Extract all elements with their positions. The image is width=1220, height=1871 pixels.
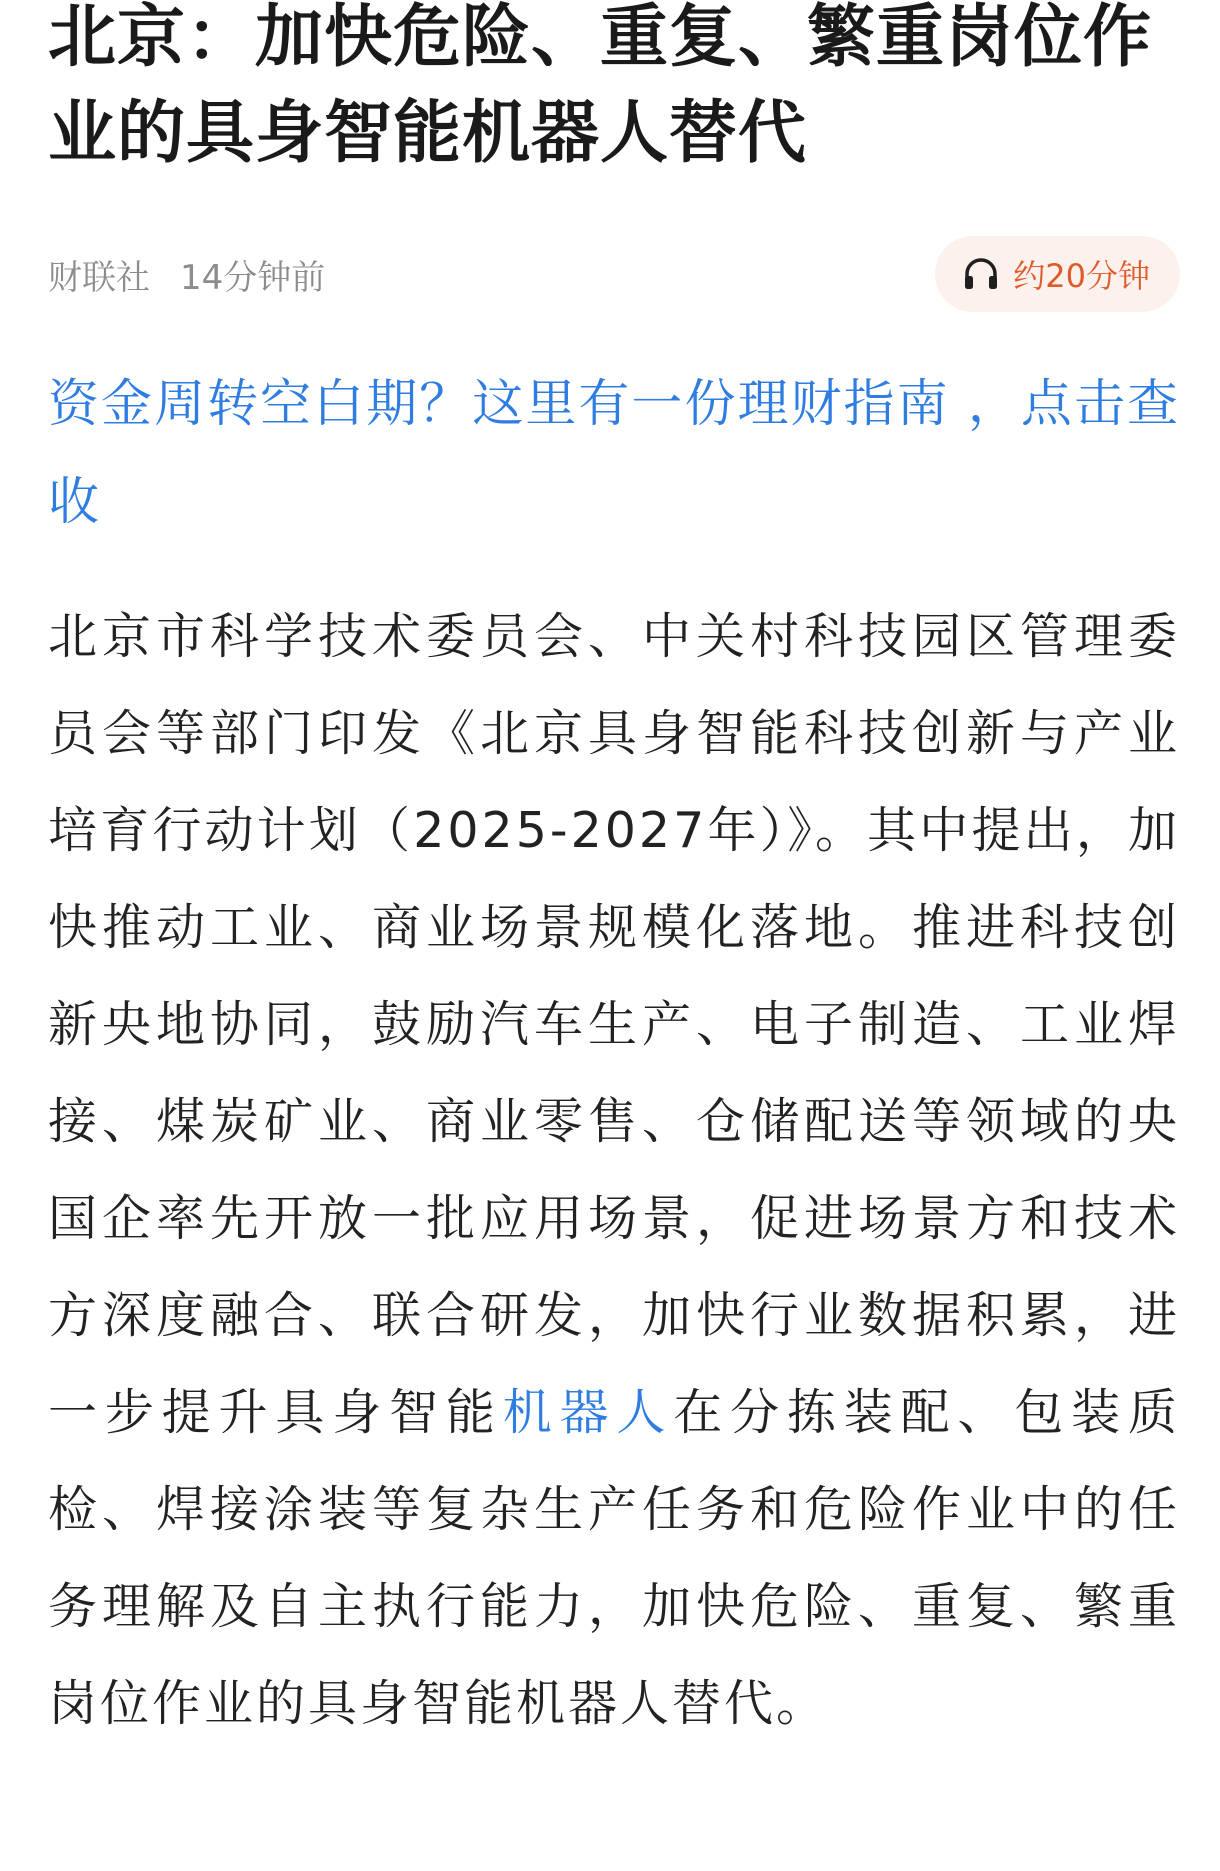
listen-duration: 约20分钟: [1013, 257, 1150, 295]
headphones-icon: [961, 254, 1001, 294]
article-title: 北京：加快危险、重复、繁重岗位作业的具身智能机器人替代: [48, 0, 1153, 173]
publish-time: 14分钟前: [180, 257, 326, 298]
article: [48, 0, 1180, 1752]
body-text-part: 北京市科学技术委员会、中关村科技园区管理委员会等部门印发《北京具身智能科技创新与产业培育行动计划（2025-2027年）》。其中提出，加快推动工业、商业场景规模化落地。推进科技创新央地协同，鼓励汽车生产、电子制造、工业焊接、煤炭矿业、商业零售、仓储配送等领域的央国企率先开放一批应用场景，促进场景方和技术方深度融合、联合研发，加快行业数据积累，进一步提升具身智能: [48, 608, 1180, 1441]
body-text-part: 在分拣装配、包装质检、焊接涂装等复杂生产任务和危险作业中的任务理解及自主执行能力，加快危险、重复、繁重岗位作业的具身智能机器人替代。: [48, 1384, 1180, 1732]
article-meta: [48, 236, 1180, 312]
article-body: [48, 588, 1180, 1752]
promo-link[interactable]: 资金周转空白期？这里有一份理财指南 ，点击查收: [48, 375, 1180, 532]
robot-keyword-link[interactable]: 机器人: [502, 1384, 674, 1441]
listen-button[interactable]: [935, 236, 1180, 312]
source-name[interactable]: 财联社: [48, 257, 150, 298]
